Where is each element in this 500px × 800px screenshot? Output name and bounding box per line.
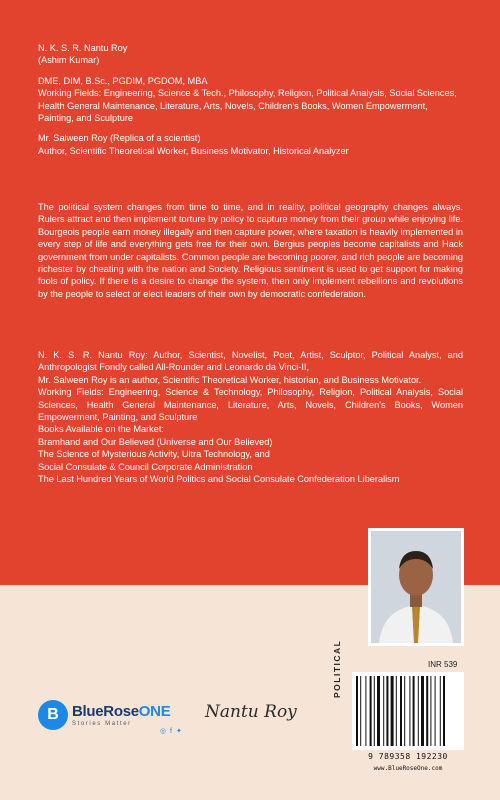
author-portrait-icon: [371, 531, 461, 643]
barcode-bar: [426, 676, 428, 746]
barcode-bar: [377, 676, 380, 746]
barcode-bar: [370, 676, 372, 746]
bio-nantu: N. K. S. R. Nantu Roy: Author, Scientist, Novelist, Poet, Artist, Sculptor, Political Analyst, and Anthropologist Fondly called All-Rounder and Leonardo da Vinci-II,: [38, 350, 463, 373]
author-name: N. K. S. R. Nantu Roy: [38, 43, 128, 53]
barcode-bar: [374, 676, 375, 746]
barcode-bar: [430, 676, 431, 746]
author-alias: (Ashim Kumar): [38, 55, 100, 66]
publisher-name: [72, 703, 170, 720]
isbn-number: 9 789358 192230: [368, 752, 448, 761]
price-label: INR 539: [428, 660, 458, 669]
barcode-bar: [391, 676, 394, 746]
book-2: The Science of Mysterious Activity, Ultra Technology, and: [38, 449, 270, 460]
author-credentials: [38, 42, 463, 157]
author-fields: Working Fields: Engineering, Science & Tech., Philosophy, Religion, Political Analysis, Social Sciences, Health General Maintenance, Literature, Arts, Novels, Children's Books, Women Empowerment, Painting, and Sculpture: [38, 88, 457, 124]
barcode-bar: [418, 676, 419, 746]
author-photo: [368, 528, 464, 646]
author-degrees: DME, DIM, B.Sc., PGDIM, PGDOM, MBA: [38, 75, 208, 86]
barcode-bar: [409, 676, 410, 746]
barcode: [352, 672, 464, 750]
blurb-text: The political system changes from time to time, and in reality, political geography changes always. Rulers attract and then implement torture by policy to capture money from their group while enjoying life. Bourgeois people earn money illegally and then capture power, where taxation is heavily implemented in every step of life and everything gets free for their own. Bergius peoples become capitalists and Hack government from under capitalists. Common people are becoming poorer, and rich people are becoming richester by cheating with the nation and Society. Religious sentiment is used to get support for making fools of policy. If there is a desire to change the system, then only implement rebellions and revolutions by the people to select or elect leaders of their own by democratic confederation.: [38, 202, 463, 299]
author-signature: Nantu Roy: [205, 702, 297, 722]
barcode-bar: [360, 676, 361, 746]
books-heading: Books Available on the Market:: [38, 424, 164, 435]
genre-label: POLITICAL: [332, 639, 342, 698]
book-1: Bramhand and Our Believed (Universe and Our Believed): [38, 436, 273, 447]
barcode-bar: [396, 676, 397, 746]
coauthor-name: Mr. Salween Roy (Replica of a scientist): [38, 133, 201, 144]
barcode-bar: [435, 676, 436, 746]
book-4: The Last Hundred Years of World Politics and Social Consulate Confederation Liberalism: [38, 474, 400, 485]
barcode-bar: [386, 676, 388, 746]
barcode-bar: [443, 676, 445, 746]
barcode-bar: [440, 676, 441, 746]
bio-fields: Working Fields: Engineering, Science & Technology, Philosophy, Religion, Political Analysis, Social Sciences, Health General Maintenance, Literature, Arts, Novels, Children's Books, Women Empowerment, Painting, and Sculpture: [38, 387, 463, 423]
barcode-bar: [365, 676, 366, 746]
publisher-logo-icon: B: [38, 700, 68, 730]
barcode-bar: [404, 676, 405, 746]
barcode-icon: [352, 672, 464, 750]
barcode-bar: [356, 676, 358, 746]
coauthor-roles: Author, Scientific Theoretical Worker, Business Motivator, Historical Analyzer: [38, 145, 349, 156]
barcode-bar: [383, 676, 384, 746]
publisher-name-main: BlueRose: [72, 703, 139, 720]
barcode-bar: [413, 676, 415, 746]
barcode-bar: [400, 676, 402, 746]
bio-salween: Mr. Salween Roy is an author, Scientific Theoretical Worker, historian, and Business Motivator.: [38, 374, 422, 385]
publisher-tagline: Stories Matter: [72, 721, 132, 727]
publisher-website: www.BlueRoseOne.com: [373, 765, 443, 772]
blurb: [38, 201, 463, 300]
barcode-bar: [421, 676, 424, 746]
book-3: Social Consulate & Council Corporate Administration: [38, 461, 253, 472]
author-bio: [38, 349, 463, 485]
social-icons: ◎ f ✦: [160, 728, 183, 735]
publisher-name-one: ONE: [138, 703, 171, 720]
